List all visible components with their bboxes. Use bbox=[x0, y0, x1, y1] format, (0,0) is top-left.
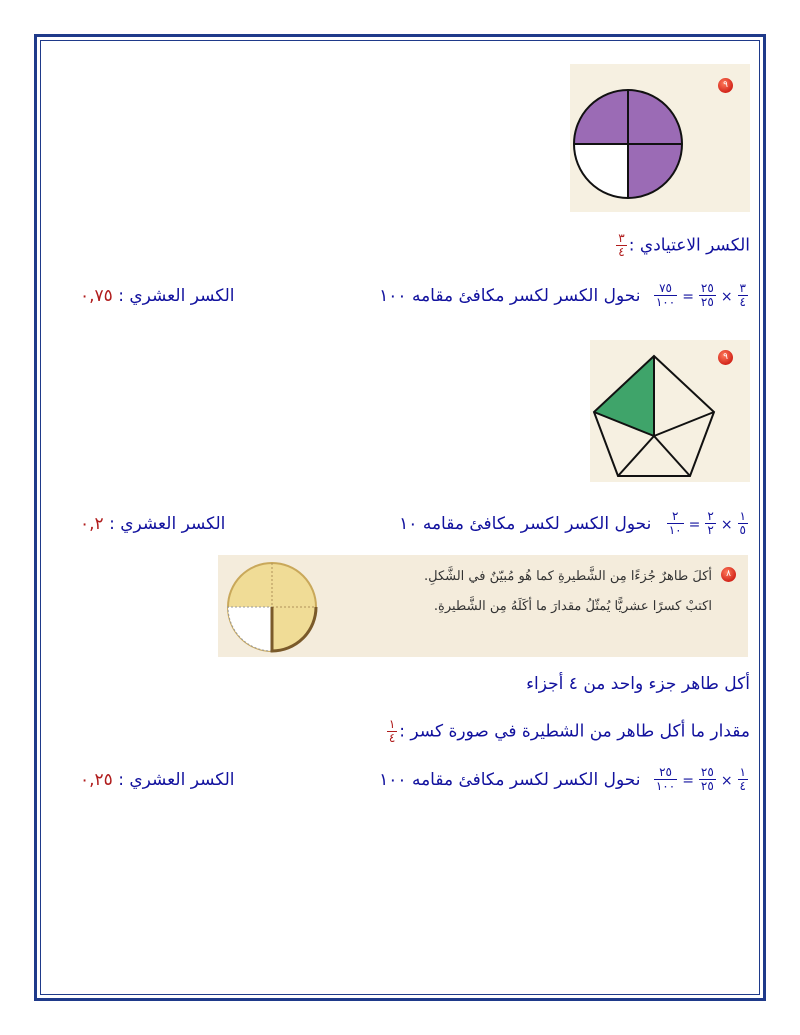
excerpt-line-2: اكتبْ كسرًا عشريًّا يُمثّلُ مقدارَ ما أكَلَهُ مِن الشَّطيرةِ. bbox=[433, 599, 712, 614]
pentagon-fraction-diagram bbox=[590, 340, 750, 482]
fraction: $\frac{١}{٤}$ bbox=[388, 717, 396, 745]
circle-figure bbox=[570, 64, 750, 212]
conversion-line: $\frac{٣}{٤}$ × $\frac{٢٥}{٢٥}$ = $\frac{٧٥}{١٠٠}$ نحول الكسر لكسر مكافئ مقامه ١٠٠ bbox=[379, 281, 746, 309]
textbook-excerpt bbox=[218, 555, 748, 657]
common-fraction-line: الكسر الاعتيادي : $\frac{٣}{٤}$ bbox=[618, 231, 750, 259]
sandwich-diagram bbox=[222, 559, 326, 655]
decimal-result: الكسر العشري : ٠,٢٥ bbox=[80, 770, 235, 790]
excerpt-line-1: أكلَ طاهرٌ جُزءًا مِن الشَّطيرةِ كما هُو مُبيّنٌ في الشَّكلِ. bbox=[423, 569, 712, 584]
fraction: $\frac{٣}{٤}$ bbox=[739, 281, 746, 309]
fraction: $\frac{٣}{٤}$ bbox=[618, 231, 625, 259]
fraction: $\frac{٢}{٢}$ bbox=[707, 509, 714, 537]
fraction: $\frac{١}{٥}$ bbox=[739, 509, 746, 537]
circle-fraction-diagram bbox=[570, 64, 750, 212]
fraction: $\frac{٧٥}{١٠٠}$ bbox=[655, 281, 676, 309]
fraction: $\frac{١}{٤}$ bbox=[739, 765, 746, 793]
pentagon-figure bbox=[590, 340, 750, 482]
fraction: $\frac{٢٥}{٢٥}$ bbox=[700, 281, 714, 309]
conversion-line: $\frac{١}{٥}$ × $\frac{٢}{٢}$ = $\frac{٢}{١٠}$ نحول الكسر لكسر مكافئ مقامه ١٠ bbox=[399, 509, 746, 537]
fraction: $\frac{٢}{١٠}$ bbox=[668, 509, 682, 537]
fraction: $\frac{٢٥}{٢٥}$ bbox=[700, 765, 714, 793]
question-number-badge: ٨ bbox=[721, 567, 736, 582]
fraction-question-line: مقدار ما أكل طاهر من الشطيرة في صورة كسر : $\frac{١}{٤}$ bbox=[388, 717, 750, 745]
explanation-line: أكل طاهر جزء واحد من ٤ أجزاء bbox=[526, 674, 750, 694]
question-number-badge: ٩ bbox=[718, 350, 733, 365]
question-number-badge: ٩ bbox=[718, 78, 733, 93]
decimal-result: الكسر العشري : ٠,٢ bbox=[80, 514, 226, 534]
fraction: $\frac{٢٥}{١٠٠}$ bbox=[655, 765, 676, 793]
decimal-result: الكسر العشري : ٠,٧٥ bbox=[80, 286, 235, 306]
conversion-line: $\frac{١}{٤}$ × $\frac{٢٥}{٢٥}$ = $\frac{٢٥}{١٠٠}$ نحول الكسر لكسر مكافئ مقامه ١٠٠ bbox=[379, 765, 746, 793]
